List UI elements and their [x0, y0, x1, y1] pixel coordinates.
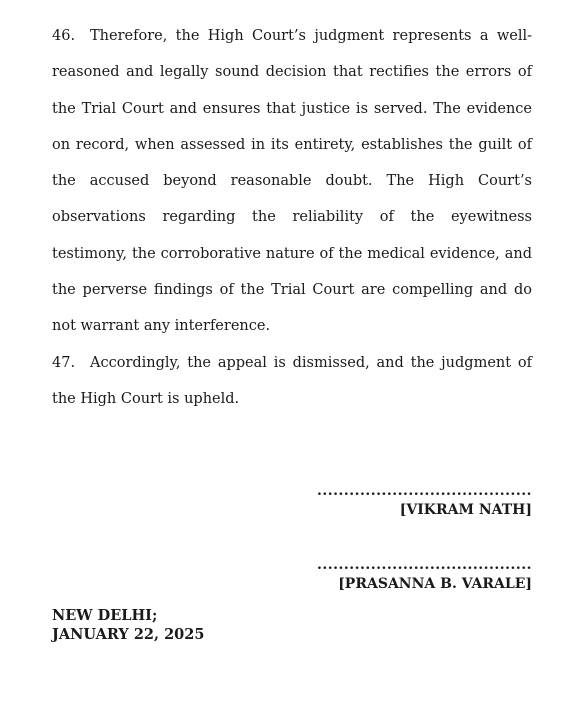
signature-block-prasanna-varale: [317, 556, 532, 594]
judge-name: [VIKRAM NATH]: [399, 502, 532, 518]
judgment-date: JANUARY 22, 2025: [52, 626, 205, 643]
signature-line: ........................................: [317, 557, 532, 573]
judge-name: [PRASANNA B. VARALE]: [338, 576, 532, 592]
paragraph-number: 47.: [52, 354, 76, 371]
paragraph-47: [52, 345, 532, 418]
signature-line: ........................................: [317, 483, 532, 499]
place-and-date: [52, 606, 204, 644]
paragraph-number: 46.: [52, 28, 76, 44]
paragraph-46: [52, 18, 532, 345]
paragraph-text: Accordingly, the appeal is dismissed, and the judgment of the High Court is upheld.: [52, 354, 532, 407]
place-city: NEW DELHI;: [52, 607, 158, 624]
signature-block-vikram-nath: [317, 482, 532, 520]
judgment-body: [52, 18, 532, 417]
paragraph-text: Therefore, the High Court’s judgment represents a well-reasoned and legally sound decision that rectifies the errors of the Trial Court and ensures that justice is served. The evidence on record, when assessed in its entirety, establishes the guilt of the accused beyond reasonable doubt. The High Court’s observations regarding the reliability of the eyewitness testimony, the corroborative nature of the medical evidence, and the perverse findings of the Trial Court are compelling and do not warrant any interference.: [52, 28, 532, 335]
